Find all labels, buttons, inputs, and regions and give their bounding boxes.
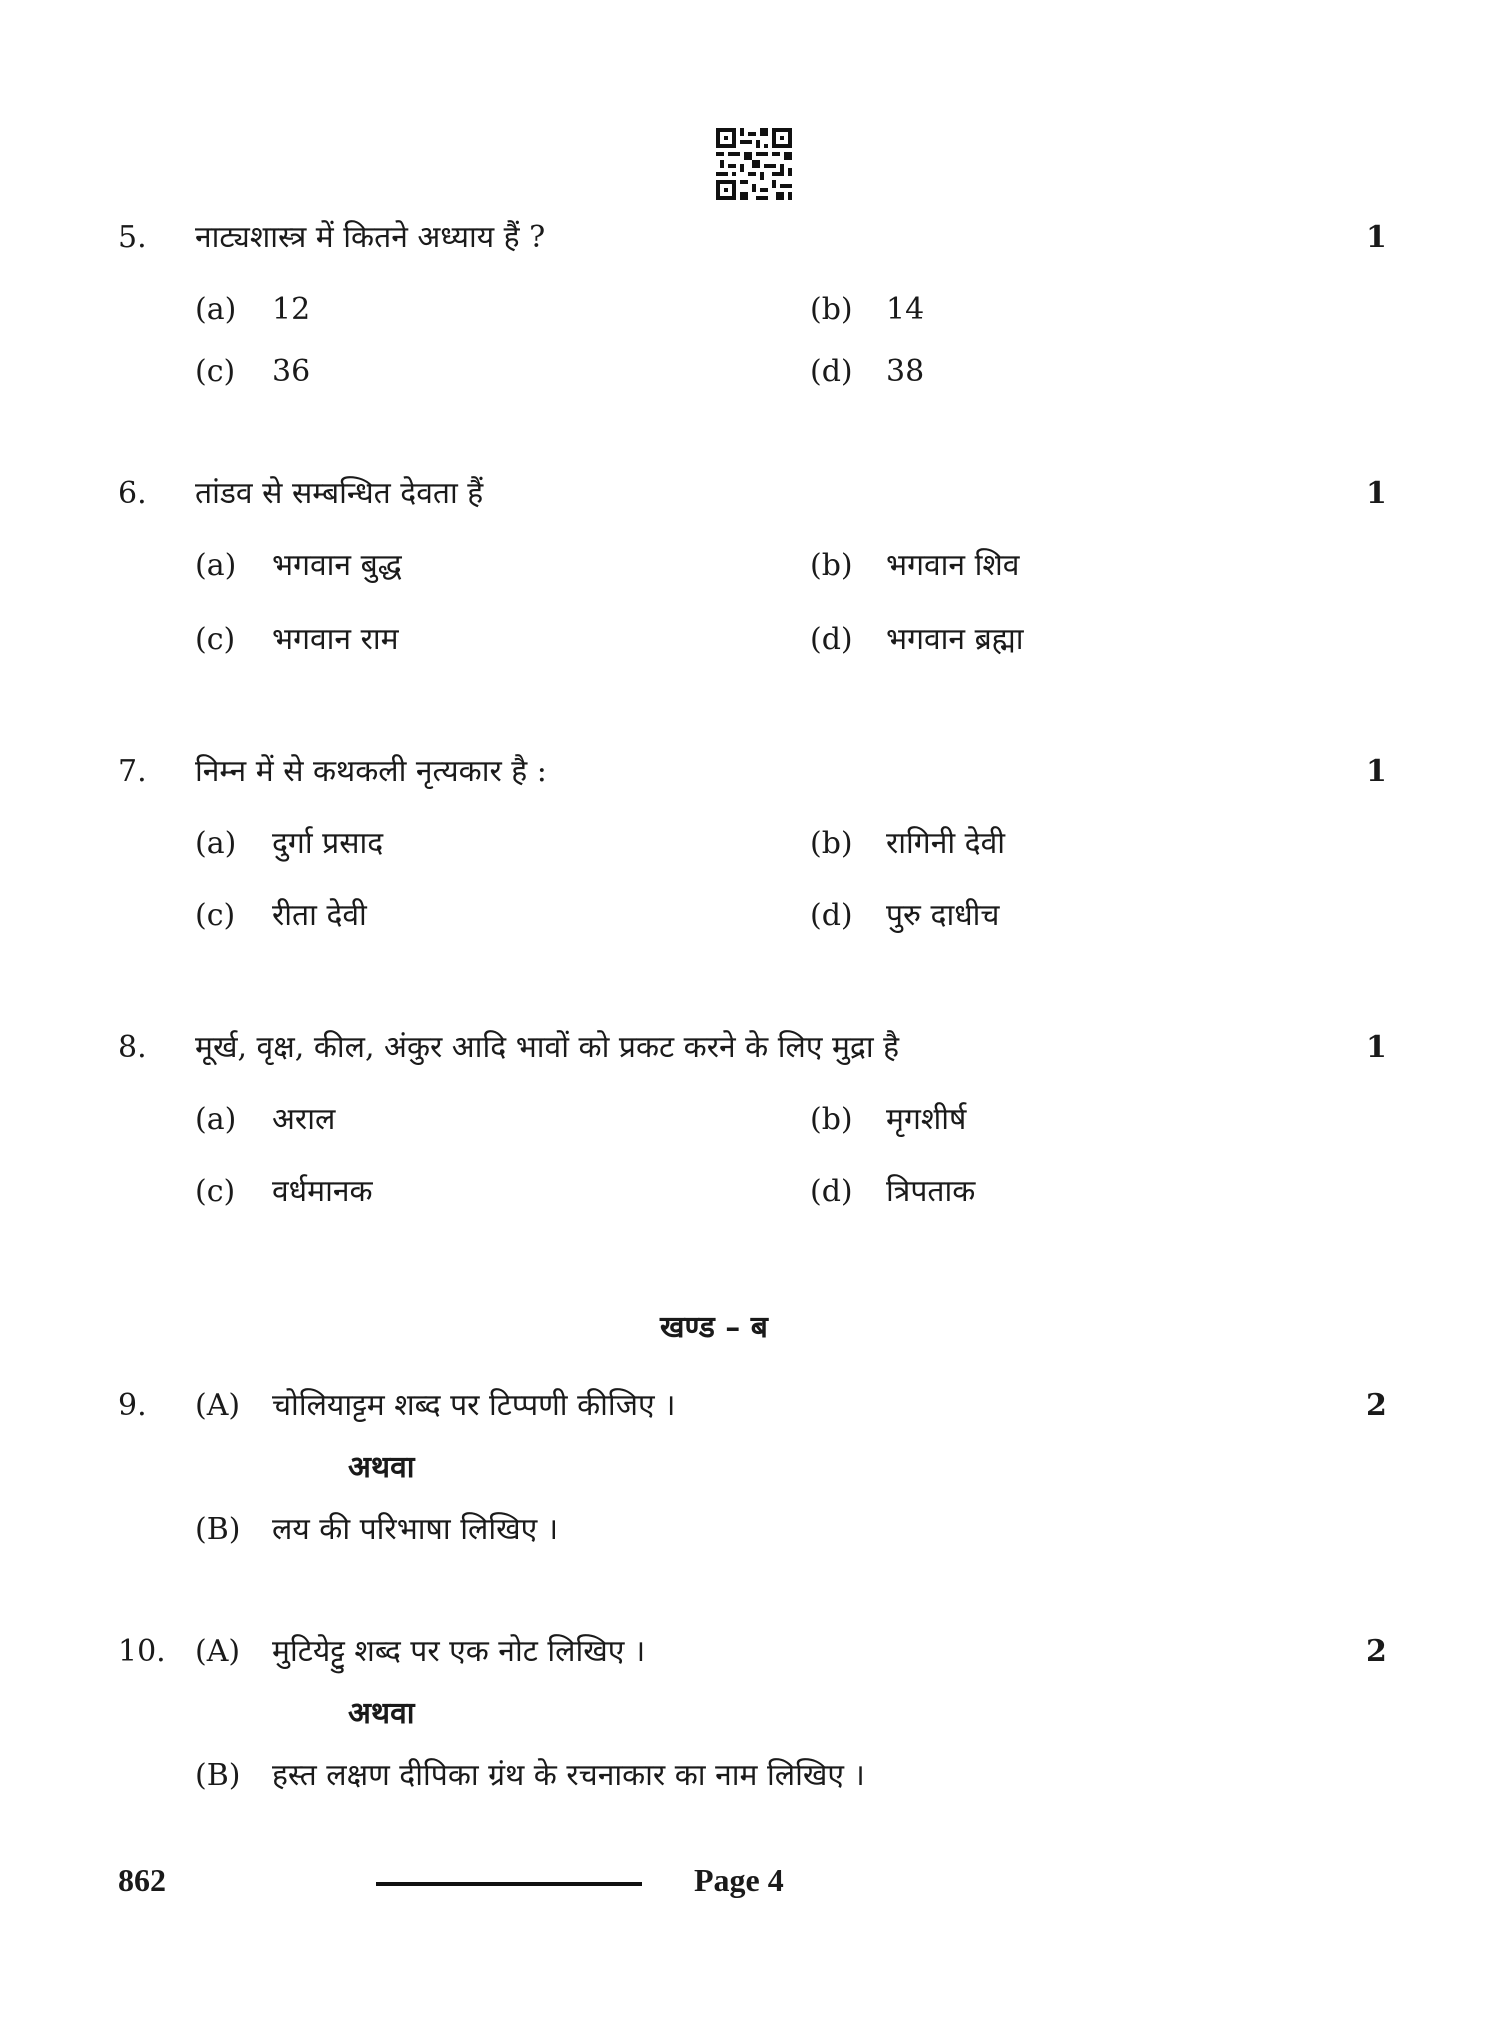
- option-label: (d): [810, 1174, 853, 1209]
- question-marks: 1: [1366, 476, 1387, 511]
- option-label: (c): [195, 898, 236, 933]
- or-label: अथवा: [348, 1450, 415, 1485]
- option-text: पुरु दाधीच: [886, 898, 1000, 933]
- question-number: 8.: [118, 1030, 147, 1065]
- option-label: (c): [195, 1174, 236, 1209]
- question-number: 7.: [118, 754, 147, 789]
- question-marks: 2: [1366, 1388, 1387, 1423]
- footer-divider: [376, 1882, 642, 1886]
- question-number: 5.: [118, 220, 147, 255]
- option-text: 38: [886, 354, 925, 389]
- question-text: तांडव से सम्बन्धित देवता हैं: [195, 476, 484, 511]
- option-label: (b): [810, 1102, 853, 1137]
- option-text: 36: [272, 354, 311, 389]
- question-text: निम्न में से कथकली नृत्यकार है :: [195, 754, 547, 789]
- option-label: (b): [810, 826, 853, 861]
- question-number: 6.: [118, 476, 147, 511]
- option-text: भगवान बुद्ध: [272, 548, 402, 583]
- question-number: 10.: [118, 1634, 166, 1669]
- option-label: (d): [810, 622, 853, 657]
- sub-question-label: (A): [195, 1388, 241, 1423]
- option-text: अराल: [272, 1102, 336, 1137]
- option-text: 14: [886, 292, 925, 327]
- option-label: (c): [195, 354, 236, 389]
- option-text: 12: [272, 292, 311, 327]
- question-marks: 1: [1366, 220, 1387, 255]
- option-text: दुर्गा प्रसाद: [272, 826, 384, 861]
- sub-question-label: (B): [195, 1758, 241, 1793]
- option-label: (d): [810, 898, 853, 933]
- section-heading: खण्ड – ब: [660, 1310, 768, 1345]
- paper-code: 862: [118, 1862, 166, 1898]
- option-label: (b): [810, 292, 853, 327]
- option-text: मृगशीर्ष: [886, 1102, 967, 1137]
- option-label: (c): [195, 622, 236, 657]
- qr-code-icon: [716, 128, 792, 200]
- option-label: (d): [810, 354, 853, 389]
- option-text: रीता देवी: [272, 898, 367, 933]
- option-text: त्रिपताक: [886, 1174, 976, 1209]
- question-text: मूर्ख, वृक्ष, कील, अंकुर आदि भावों को प्रकट करने के लिए मुद्रा है: [195, 1030, 900, 1065]
- option-text: भगवान शिव: [886, 548, 1020, 583]
- option-label: (a): [195, 548, 237, 583]
- question-marks: 1: [1366, 754, 1387, 789]
- option-label: (a): [195, 1102, 237, 1137]
- sub-question-text: चोलियाट्टम शब्द पर टिप्पणी कीजिए ।: [272, 1388, 676, 1423]
- sub-question-text: मुटियेट्टु शब्द पर एक नोट लिखिए ।: [272, 1634, 646, 1669]
- question-marks: 1: [1366, 1030, 1387, 1065]
- option-text: रागिनी देवी: [886, 826, 1006, 861]
- or-label: अथवा: [348, 1696, 415, 1731]
- question-marks: 2: [1366, 1634, 1387, 1669]
- sub-question-text: हस्त लक्षण दीपिका ग्रंथ के रचनाकार का नाम लिखिए ।: [272, 1758, 865, 1793]
- option-label: (b): [810, 548, 853, 583]
- option-label: (a): [195, 292, 237, 327]
- sub-question-text: लय की परिभाषा लिखिए ।: [272, 1512, 559, 1547]
- option-text: भगवान ब्रह्मा: [886, 622, 1024, 657]
- option-label: (a): [195, 826, 237, 861]
- page-number: Page 4: [694, 1862, 784, 1898]
- sub-question-label: (B): [195, 1512, 241, 1547]
- option-text: वर्धमानक: [272, 1174, 373, 1209]
- option-text: भगवान राम: [272, 622, 399, 657]
- question-number: 9.: [118, 1388, 147, 1423]
- question-text: नाट्यशास्त्र में कितने अध्याय हैं ?: [195, 220, 546, 255]
- sub-question-label: (A): [195, 1634, 241, 1669]
